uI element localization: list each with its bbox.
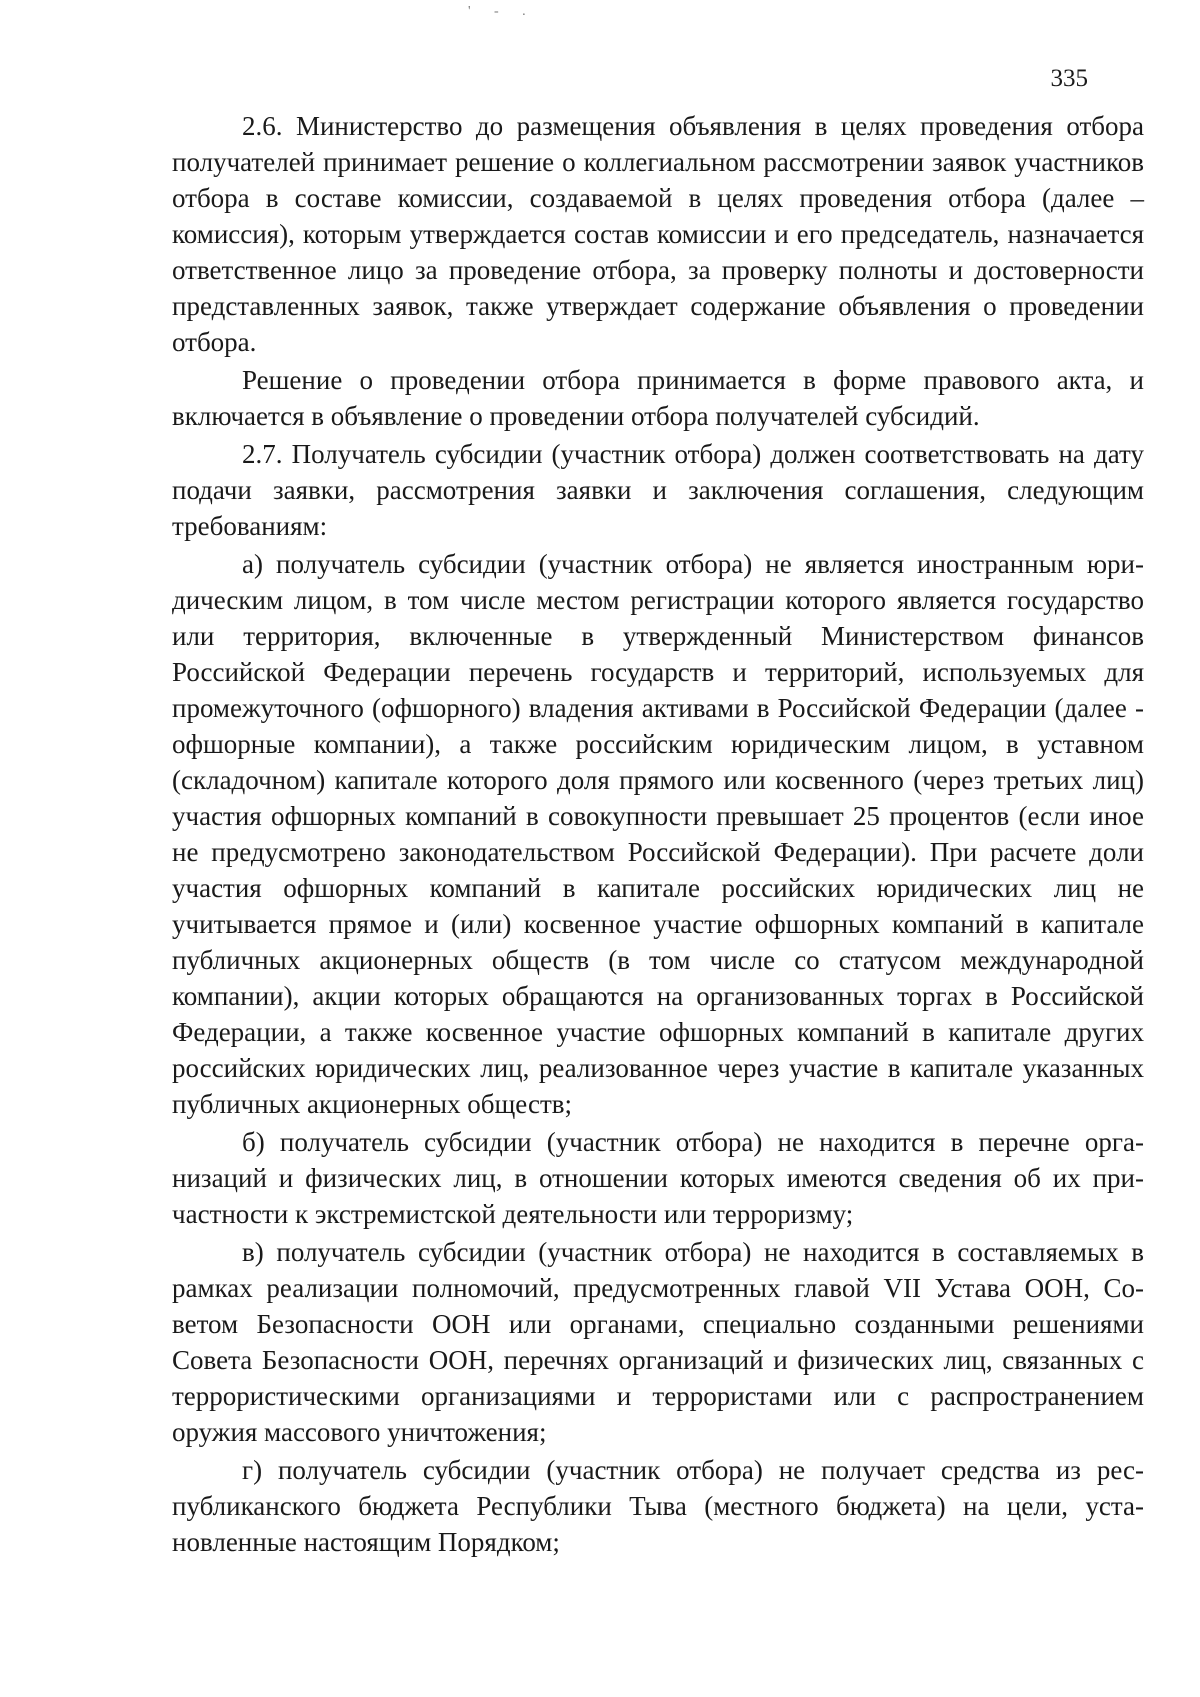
paragraph-item-b: б) получатель субсидии (участник отбора) не находится в перечне организаций и физических лиц, в отношении которых имеются сведения об их причастности к экстремистской деятельности или терроризму; bbox=[172, 1127, 1144, 1229]
document-body bbox=[172, 108, 1144, 1560]
paragraph-item-a: а) получатель субсидии (участник отбора) не является иностранным юридическим лицом, в том числе местом регистрации которого является государство или территория, включенные в утвержденный Министерством финансов Российской Федерации перечень государств и территорий, используемых для промежуточного (офшорного) владения активами в Российской Федерации (далее - офшорные компании), а также российским юридическим лицом, в уставном (складочном) капитале которого доля прямого или косвенного (через третьих лиц) участия офшорных компаний в совокупности превышает 25 процентов (если иное не предусмотрено законодательством Российской Федерации). При расчете доли участия офшорных компаний в капитале российских юридических лиц не учитывается прямое и (или) косвенное участие офшорных компаний в капитале публичных акционерных обществ (в том числе со статусом международной компании), акции которых обращаются на организованных торгах в Российской Федерации, а также косвенное участие офшорных компаний в капитале других российских юридических лиц, реализованное через участие в капитале указанных публичных акционерных обществ; bbox=[172, 549, 1144, 1119]
paragraph-2-6: 2.6. Министерство до размещения объявления в целях проведения отбора получателей принимает решение о коллегиальном рассмотрении заявок участников отбора в составе комиссии, создаваемой в целях проведения отбора (далее – комиссия), которым утверждается состав комиссии и его председатель, назначается ответственное лицо за проведение отбора, за проверку полноты и достоверности представленных заявок, также утверждает содержание объявления о проведении отбора. bbox=[172, 111, 1144, 357]
paragraph-decision: Решение о проведении отбора принимается в форме правового акта, и включается в объявление о проведении отбора получателей субсидий. bbox=[172, 365, 1144, 431]
paragraph-item-v: в) получатель субсидии (участник отбора) не находится в составляемых в рамках реализации полномочий, предусмотренных главой VII Устава ООН, Советом Безопасности ООН или органами, специально созданными решениями Совета Безопасности ООН, перечнях организаций и физических лиц, связанных с террористическими организациями и террористами или с распространением оружия массового уничтожения; bbox=[172, 1237, 1144, 1447]
paragraph-item-g: г) получатель субсидии (участник отбора) не получает средства из республиканского бюджета Республики Тыва (местного бюджета) на цели, установленные настоящим Порядком; bbox=[172, 1455, 1144, 1557]
page-number: 335 bbox=[1050, 65, 1088, 92]
scan-artifact-marks: ' - . bbox=[468, 4, 536, 19]
paragraph-2-7: 2.7. Получатель субсидии (участник отбора) должен соответствовать на дату подачи заявки, рассмотрения заявки и заключения соглашения, следующим требованиям: bbox=[172, 439, 1144, 541]
